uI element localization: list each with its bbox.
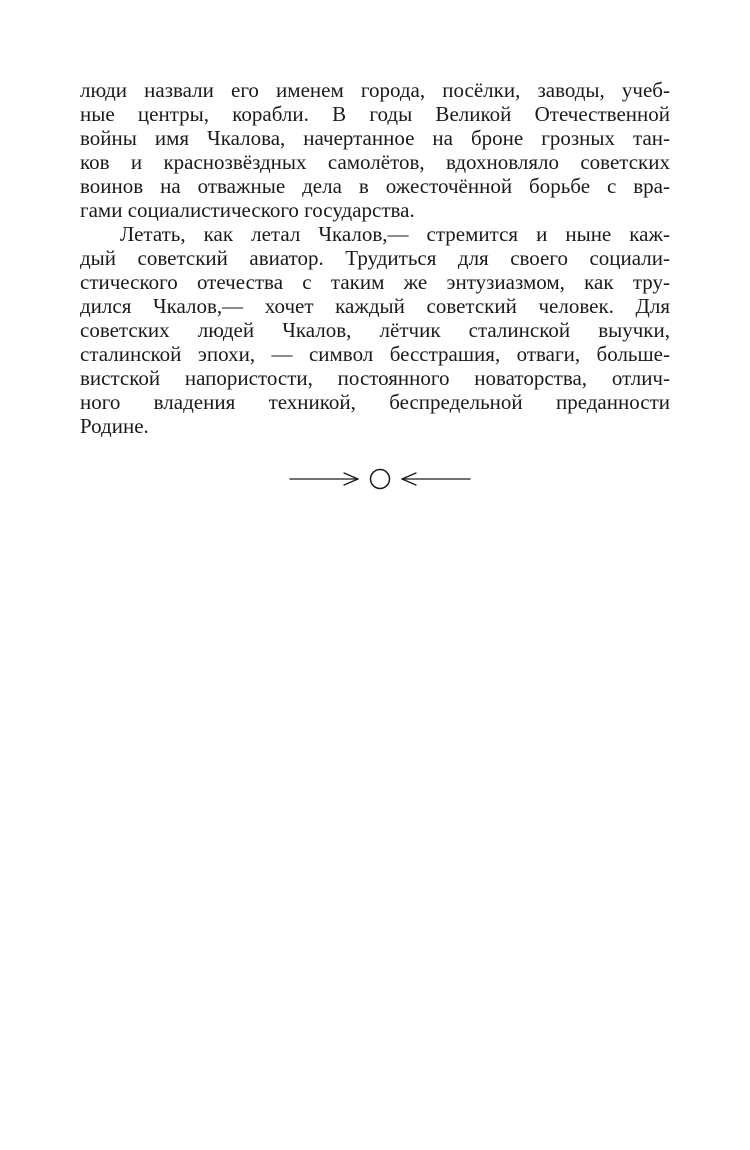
- text-line: воинов на отважные дела в ожесточённой борьбе с вра-: [80, 174, 670, 198]
- text-line: ные центры, корабли. В годы Великой Отечественной: [80, 102, 670, 126]
- body-text: [80, 78, 670, 438]
- text-line: гами социалистического государства.: [80, 198, 415, 222]
- text-line: ков и краснозвёздных самолётов, вдохновляло советских: [80, 150, 670, 174]
- text-line: войны имя Чкалова, начертанное на броне грозных тан-: [80, 126, 670, 150]
- decorative-circle-divider-icon: [288, 466, 472, 492]
- paragraph-1: [80, 78, 670, 222]
- text-line: советских людей Чкалов, лётчик сталинской выучки,: [80, 318, 670, 342]
- text-line: стического отечества с таким же энтузиазмом, как тру-: [80, 270, 670, 294]
- text-line: ного владения техникой, беспредельной преданности: [80, 390, 670, 414]
- paragraph-2: [80, 222, 670, 438]
- text-line: дился Чкалов,— хочет каждый советский человек. Для: [80, 294, 670, 318]
- text-line: люди назвали его именем города, посёлки, заводы, учеб-: [80, 78, 670, 102]
- text-line: вистской напористости, постоянного новаторства, отлич-: [80, 366, 670, 390]
- text-line: Родине.: [80, 414, 149, 438]
- text-line: дый советский авиатор. Трудиться для своего социали-: [80, 246, 670, 270]
- text-line: Летать, как летал Чкалов,— стремится и ныне каж-: [120, 222, 670, 246]
- text-line: сталинской эпохи, — символ бесстрашия, отваги, больше-: [80, 342, 670, 366]
